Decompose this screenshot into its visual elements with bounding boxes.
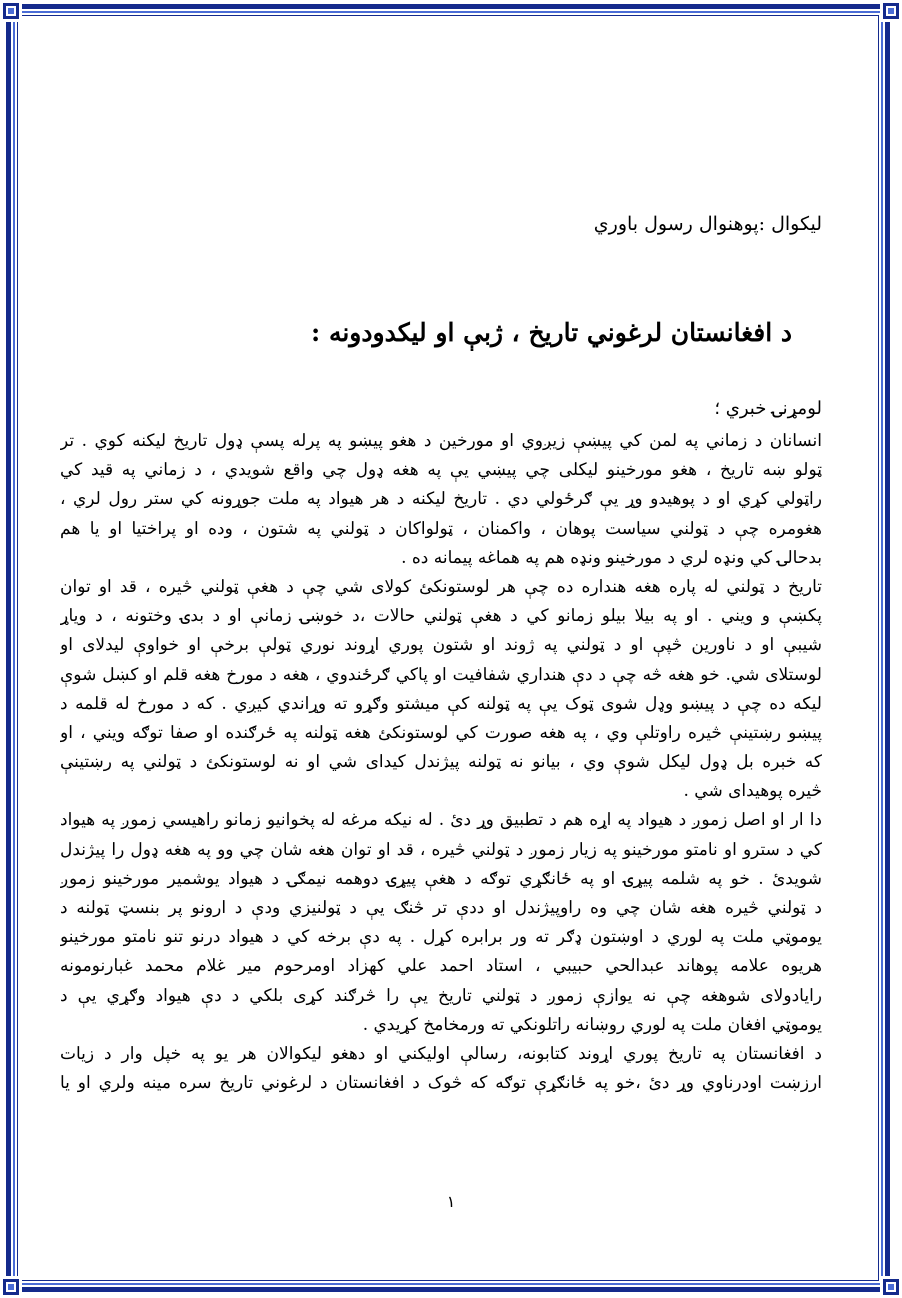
body-line: راټولي کړي او د پوهيدو وړ يې ګرځولي دي . تاريخ ليکنه د هر هيواد په ملت جوړونه کي ستر رول لري ، <box>60 489 822 510</box>
body-line: تاريخ د ټولني له پاره هغه هنداره ده چې هر لوستونکئ کولای شي چې د هغې ټولني څيره ، قد او توان <box>60 576 822 597</box>
border-corner-ornament <box>880 1276 902 1298</box>
body-line: څيره پوهيدای شي . <box>683 781 822 802</box>
body-line: يوموټي ملت په لوري د اوښتون ډګر ته ور برابره کړل . په دې برخه کي د هيواد درنو تنو نامتو مورخينو <box>60 927 822 948</box>
body-line: د ټولني څيره هغه شان چي وه راوپيژندل او ددې تر څنګ يې د ټولنيزي ودې د ارونو پر بنسټ ټولنه د <box>60 898 822 918</box>
body-line: پکښې و ويني . او په بيلا بيلو زمانو کي د هغې ټولني حالات ،د خوښۍ زمانې او د بدۍ وختونه ، د وياړ <box>60 606 822 627</box>
body-line: هريوه علامه پوهاند عبدالحي حبيبي ، استاد احمد علي کهزاد اومرحوم مير غلام محمد غبارنومونه <box>60 956 822 977</box>
body-line: ليکه ده چې د پيښو وډل شوی ټوک يې په ټولنه کې ميشتو وګړو ته وړاندي کيږي . که د مورخ له قلمه د <box>60 693 822 714</box>
border-corner-ornament <box>0 1276 22 1298</box>
body-line: انسانان د زماني په لمن کي پيښې زيږوي او مورخين د هغو پيښو په پرله پسې ډول تاريخ ليکنه کوي . تر <box>60 431 822 451</box>
body-line: بدحالۍ کي ونډه لري د مورخينو ونډه هم په هماغه پيمانه ده . <box>401 547 822 568</box>
border-corner-ornament <box>0 0 22 22</box>
document-title: د افغانستان لرغوني تاريخ ، ژبې او ليکدودونه : <box>311 318 792 347</box>
section-heading: لومړنۍ خبري ؛ <box>714 398 822 419</box>
body-line: يوموټي افغان ملت په لوري روښانه راتلونکي ته ورمخامخ کړيدي . <box>362 1014 822 1035</box>
border-corner-ornament <box>880 0 902 22</box>
body-line: شيبې او د ناورين څپې او د ټولني په ژوند او شتون پوري اړوند نوري ټولې برخې او خواوې ليدلای او <box>60 635 822 656</box>
page-number: ١ <box>446 1194 456 1211</box>
body-line: رايادولای شوهغه چې نه يوازې زموږ د ټولني تاريخ يې را څرګند کړی بلکي د دې هيواد وګړي يې د <box>60 985 822 1006</box>
body-line: کي د سترو او نامتو مورخينو په زيار زموږ د ټولني څيره ، قد او توان هغه شان چي وو په هغه ډول را پيژندل <box>60 839 822 860</box>
author-line: ليكوال :پوهنوال رسول باوري <box>593 213 822 235</box>
body-line: لوستلای شي. خو هغه څه چې د دې هنداري شفافيت او پاکي ګرځندوي ، هغه د مورخ هغه قلم او کښل شوې <box>60 664 822 685</box>
body-line: پيښو رښتينې څيره راوتلې وي ، په هغه صورت کي لوستونکئ هغه ټولنه په ځرګنده او صفا توګه ويني ، او <box>60 722 822 743</box>
body-line: ټولو ښه تاريخ ، هغو مورخينو ليکلی چي پيښي يې په هغه ډول چي واقع شويدي ، د زماني په قيد کي <box>60 460 822 481</box>
body-line: که خبره بل ډول ليکل شوې وي ، بيانو نه ټولنه پيژندل کيدای شي او نه لوستونکئ د ټولني په رښتينې <box>60 752 822 773</box>
body-line: هغومره چې د ټولني سياست پوهان ، واکمنان ، ټولواکان د ټولني په شتون ، وده او پراختيا او يا هم <box>60 518 822 539</box>
body-line: ارزښت اودرناوي وړ دئ ،خو په ځانګړې توګه که څوک د افغانستان د لرغوني تاريخ سره مينه ولري او يا <box>60 1073 822 1094</box>
document-page <box>60 0 822 1298</box>
body-line: شويدئ . خو په شلمه پيړۍ او په ځانګړي توګه د هغې پيړۍ دوهمه نيمګۍ د هيواد يوشمير مورخينو زموږ <box>60 868 822 889</box>
body-text <box>60 427 822 1098</box>
body-line: دا ار او اصل زموږ د هيواد په اړه هم د تطبيق وړ دئ . له نيکه مرغه له پخوانيو زمانو راهيسي زموږ په هيواد <box>60 810 822 831</box>
body-line: د افغانستان په تاريخ پوري اړوند کتابونه، رسالې اوليکني او دهغو ليکوالان هر يو په خپل وار د زيات <box>60 1043 822 1064</box>
